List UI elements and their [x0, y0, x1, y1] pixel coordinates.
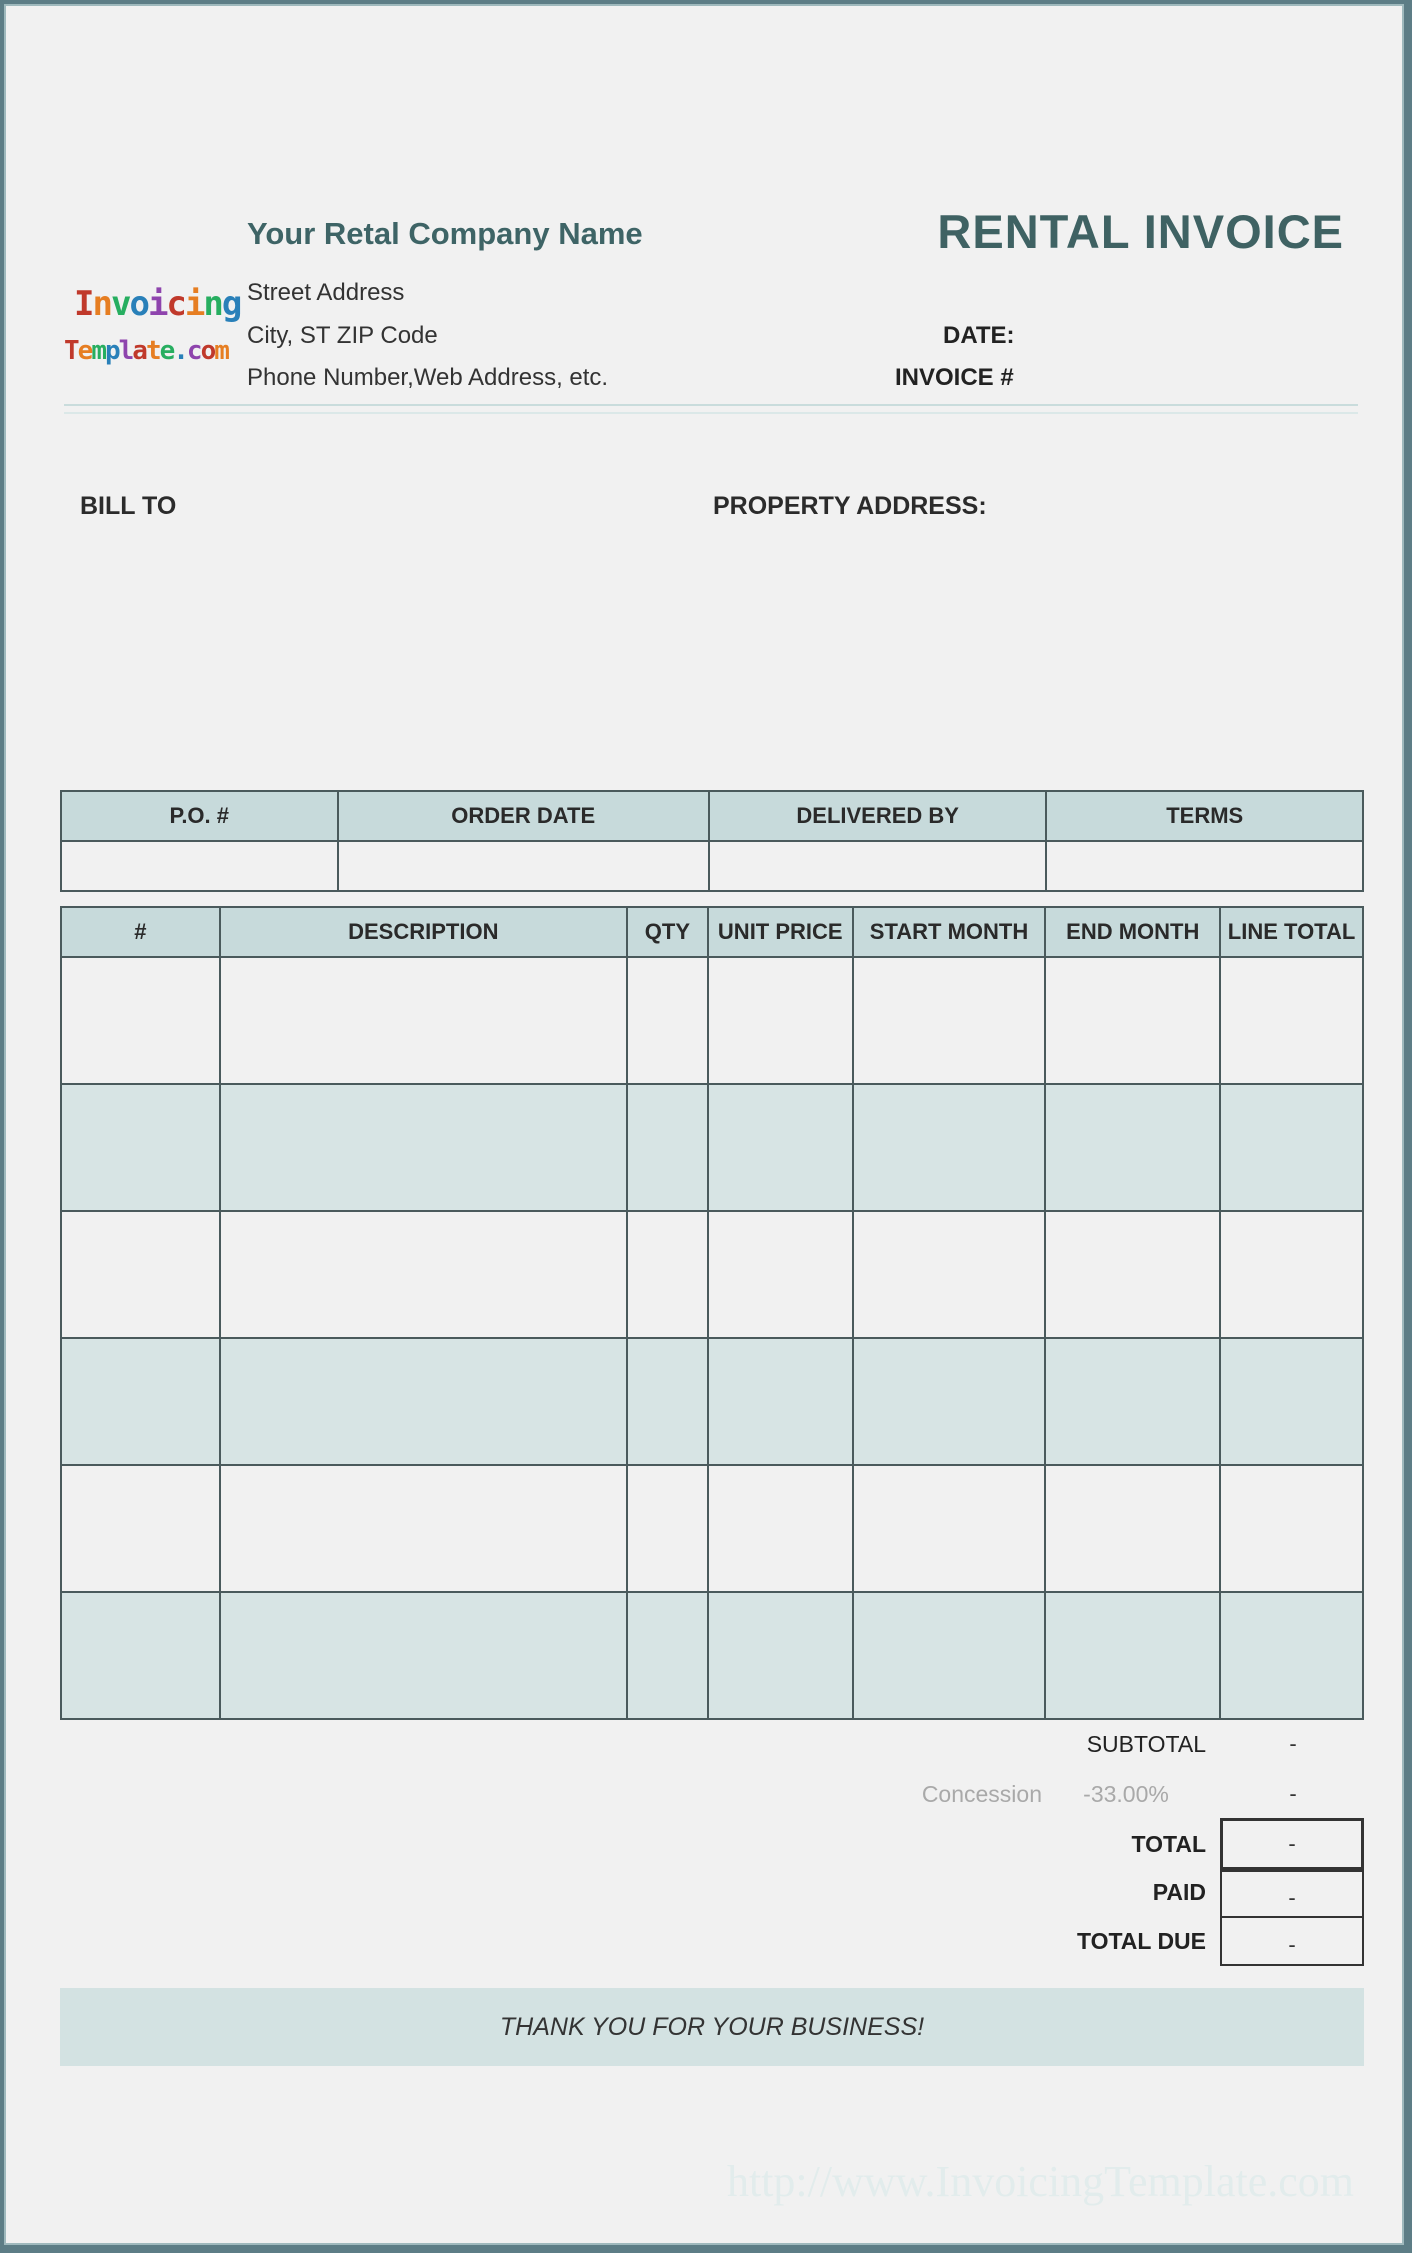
logo-letter: p	[104, 336, 119, 366]
item-cell[interactable]	[1220, 1211, 1363, 1338]
logo-letter: o	[129, 284, 148, 324]
concession-rate: -33.00%	[1083, 1781, 1169, 1807]
logo-letter: c	[166, 284, 185, 324]
order-value-row	[61, 841, 1363, 891]
item-cell[interactable]	[61, 957, 220, 1084]
item-cell[interactable]	[1220, 1465, 1363, 1592]
item-cell[interactable]	[1045, 1592, 1220, 1719]
item-cell[interactable]	[853, 1084, 1046, 1211]
item-cell[interactable]	[1220, 1592, 1363, 1719]
line-items-table	[60, 906, 1364, 1720]
terms-cell[interactable]	[1046, 841, 1363, 891]
logo-letter: o	[200, 336, 215, 366]
logo-line2	[64, 336, 228, 366]
table-row	[61, 1084, 1363, 1211]
logo-letter: a	[132, 336, 146, 366]
table-row	[61, 1338, 1363, 1465]
order-header-row	[61, 791, 1363, 841]
invoice-title: RENTAL INVOICE	[937, 205, 1344, 258]
logo-letter: g	[221, 284, 241, 324]
paid-box[interactable]	[1220, 1870, 1364, 1918]
item-cell[interactable]	[61, 1465, 220, 1592]
line-total-header: LINE TOTAL	[1220, 907, 1363, 957]
header-divider	[64, 404, 1358, 406]
description-header: DESCRIPTION	[220, 907, 627, 957]
qty-header: QTY	[627, 907, 708, 957]
table-row	[61, 957, 1363, 1084]
logo-letter: e	[159, 336, 174, 366]
paid-value: -	[1288, 1885, 1296, 1910]
table-row	[61, 1592, 1363, 1719]
logo-letter: m	[91, 336, 105, 366]
invoice-page	[4, 4, 1404, 2245]
thank-you-banner	[60, 1988, 1364, 2066]
logo-letter: n	[92, 284, 111, 324]
invoice-number-label: INVOICE #	[895, 364, 1014, 391]
thank-you-text: THANK YOU FOR YOUR BUSINESS!	[499, 2013, 925, 2041]
logo-letter: .	[173, 336, 187, 366]
item-cell[interactable]	[1045, 1338, 1220, 1465]
item-cell[interactable]	[1045, 957, 1220, 1084]
item-cell[interactable]	[708, 1592, 853, 1719]
date-label: DATE:	[943, 322, 1015, 349]
item-cell[interactable]	[1045, 1084, 1220, 1211]
total-due-value: -	[1288, 1932, 1296, 1957]
item-cell[interactable]	[708, 1211, 853, 1338]
order-date-header: ORDER DATE	[338, 791, 709, 841]
unit-price-header: UNIT PRICE	[708, 907, 853, 957]
item-cell[interactable]	[61, 1084, 220, 1211]
total-due-box	[1220, 1916, 1364, 1966]
item-cell[interactable]	[627, 1592, 708, 1719]
item-cell[interactable]	[627, 1465, 708, 1592]
item-cell[interactable]	[220, 1465, 627, 1592]
end-month-header: END MONTH	[1045, 907, 1220, 957]
order-date-cell[interactable]	[338, 841, 709, 891]
paid-label: PAID	[1152, 1879, 1206, 1905]
start-month-header: START MONTH	[853, 907, 1046, 957]
item-cell[interactable]	[1045, 1211, 1220, 1338]
logo-letter: n	[203, 284, 222, 324]
logo-letter: c	[186, 336, 201, 366]
terms-header: TERMS	[1046, 791, 1363, 841]
concession-label: Concession	[921, 1781, 1042, 1807]
item-cell[interactable]	[220, 1338, 627, 1465]
item-cell[interactable]	[708, 1465, 853, 1592]
item-cell[interactable]	[853, 1211, 1046, 1338]
total-value: -	[1288, 1831, 1296, 1856]
item-cell[interactable]	[1220, 957, 1363, 1084]
logo-letter: l	[118, 336, 133, 366]
item-cell[interactable]	[708, 1084, 853, 1211]
delivered-by-cell[interactable]	[709, 841, 1047, 891]
item-cell[interactable]	[220, 1211, 627, 1338]
po-header: P.O. #	[61, 791, 338, 841]
item-cell[interactable]	[853, 1465, 1046, 1592]
order-info-table	[60, 790, 1364, 892]
header-divider-2	[64, 412, 1358, 414]
item-cell[interactable]	[220, 957, 627, 1084]
logo-letter: i	[184, 284, 204, 324]
table-row	[61, 1211, 1363, 1338]
item-cell[interactable]	[853, 1338, 1046, 1465]
logo-letter: i	[147, 284, 167, 324]
bill-to-label: BILL TO	[80, 492, 177, 520]
item-cell[interactable]	[853, 1592, 1046, 1719]
total-box	[1220, 1818, 1364, 1870]
table-row	[61, 1465, 1363, 1592]
company-name: Your Retal Company Name	[247, 216, 643, 251]
logo-letter: t	[145, 336, 160, 366]
item-cell[interactable]	[627, 1211, 708, 1338]
watermark: http://www.InvoicingTemplate.com	[726, 2157, 1354, 2206]
item-cell[interactable]	[61, 1338, 220, 1465]
item-cell[interactable]	[61, 1211, 220, 1338]
property-address-label: PROPERTY ADDRESS:	[713, 492, 987, 520]
logo-letter: v	[110, 284, 130, 324]
logo-letter: I	[74, 284, 93, 324]
total-due-label: TOTAL DUE	[1076, 1928, 1206, 1954]
item-cell[interactable]	[1220, 1084, 1363, 1211]
item-cell[interactable]	[1220, 1338, 1363, 1465]
subtotal-value: -	[1289, 1731, 1297, 1756]
city-line: City, ST ZIP Code	[247, 322, 438, 349]
items-header-row	[61, 907, 1363, 957]
delivered-by-header: DELIVERED BY	[709, 791, 1047, 841]
item-cell[interactable]	[853, 957, 1046, 1084]
subtotal-label: SUBTOTAL	[1086, 1731, 1206, 1757]
logo-letter: e	[77, 336, 92, 366]
concession-value: -	[1289, 1781, 1297, 1806]
street-address: Street Address	[247, 279, 405, 306]
item-cell[interactable]	[220, 1084, 627, 1211]
item-cell[interactable]	[708, 957, 853, 1084]
po-cell[interactable]	[61, 841, 338, 891]
item-cell[interactable]	[627, 1338, 708, 1465]
item-cell[interactable]	[627, 1084, 708, 1211]
item-cell[interactable]	[220, 1592, 627, 1719]
item-cell[interactable]	[708, 1338, 853, 1465]
item-cell[interactable]	[1045, 1465, 1220, 1592]
total-label: TOTAL	[1131, 1831, 1206, 1857]
item-number-header: #	[61, 907, 220, 957]
logo-line1	[74, 284, 240, 324]
item-cell[interactable]	[627, 957, 708, 1084]
contact-line: Phone Number,Web Address, etc.	[247, 364, 609, 391]
item-cell[interactable]	[61, 1592, 220, 1719]
logo-letter: m	[214, 336, 228, 366]
logo-letter: T	[64, 336, 78, 366]
